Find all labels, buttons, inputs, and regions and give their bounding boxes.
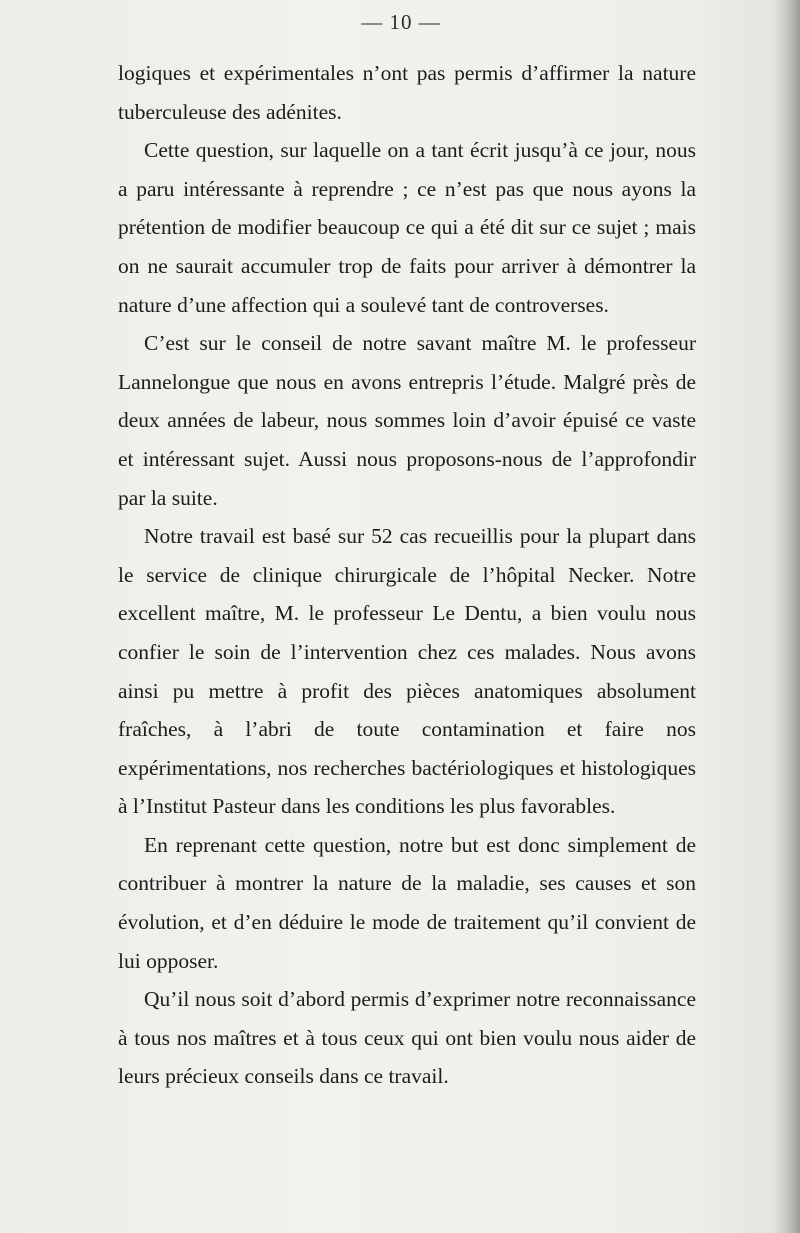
paragraph: C’est sur le conseil de notre savant maître M. le professeur Lannelongue que nous en avons entrepris l’étude. Malgré près de deux années de labeur, nous sommes loin d’avoir épuisé ce vaste et intéressant sujet. Aussi nous proposons-nous de l’approfondir par la suite. (118, 331, 696, 510)
paragraph-continuation: logiques et expérimentales n’ont pas permis d’affirmer la nature tuberculeuse des adénites. (118, 61, 696, 124)
page-edge-shadow (774, 0, 800, 1233)
paragraph: Cette question, sur laquelle on a tant écrit jusqu’à ce jour, nous a paru intéressante à reprendre ; ce n’est pas que nous ayons la prétention de modifier beaucoup ce qui a été dit sur ce sujet ; mais on ne saurait accumuler trop de faits pour arriver à démontrer la nature d’une affection qui a soulevé tant de controverses. (118, 138, 696, 317)
paragraph: Qu’il nous soit d’abord permis d’exprimer notre reconnaissance à tous nos maîtres et à tous ceux qui ont bien voulu nous aider de leurs précieux conseils dans ce travail. (118, 987, 696, 1089)
page-number: — 10 — (361, 10, 441, 34)
body-text (118, 54, 696, 1096)
paragraph: En reprenant cette question, notre but est donc simplement de contribuer à montrer la nature de la maladie, ses causes et son évolution, et d’en déduire le mode de traitement qu’il convient de lui opposer. (118, 832, 696, 973)
paragraph: Notre travail est basé sur 52 cas recueillis pour la plupart dans le service de clinique chirurgicale de l’hôpital Necker. Notre excellent maître, M. le professeur Le Dentu, a bien voulu nous confier le soin de l’intervention chez ces malades. Nous avons ainsi pu mettre à profit des pièces anatomiques absolument fraîches, à l’abri de toute contamination et faire nos expérimentations, nos recherches bactériologiques et histologiques à l’Institut Pasteur dans les conditions les plus favorables. (118, 524, 696, 819)
